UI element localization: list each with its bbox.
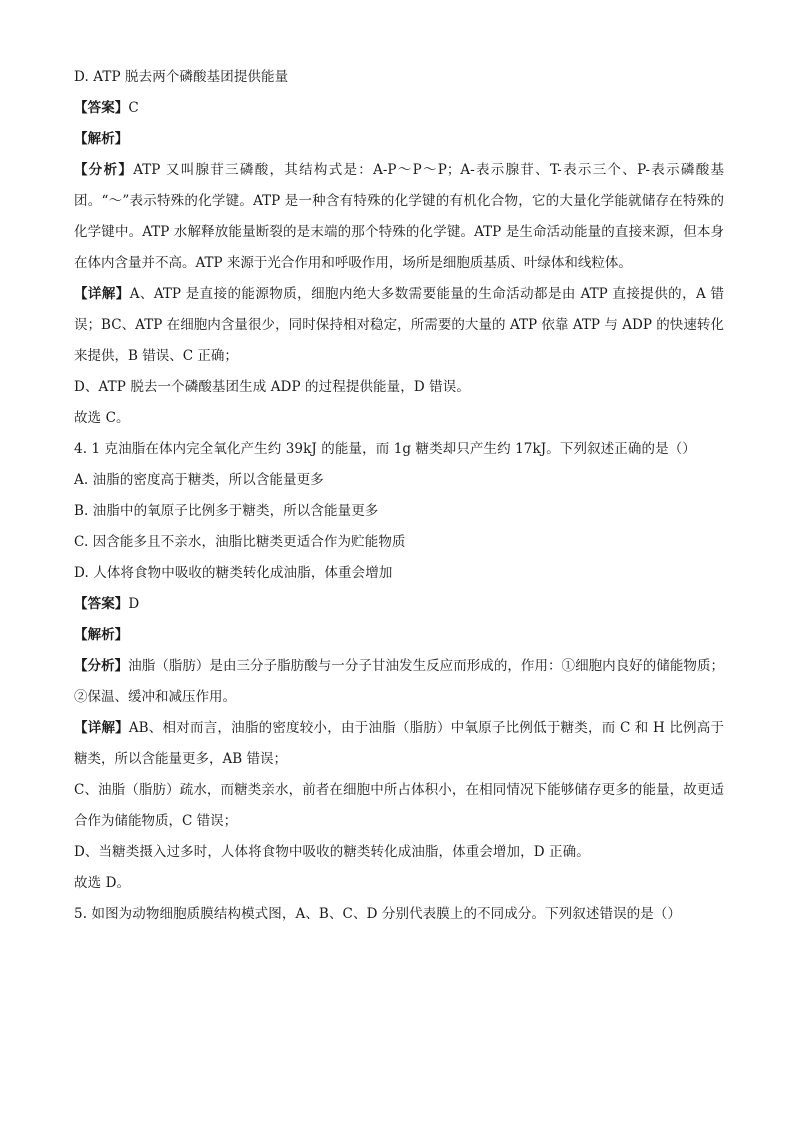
document-page bbox=[74, 62, 724, 930]
analysis-heading bbox=[74, 620, 724, 651]
detail-paragraph-continued: C、油脂（脂肪）疏水，而糖类亲水，前者在细胞中所占体积小，在相同情况下能够储存更多的能量，故更适合作为储能物质，C 错误； bbox=[74, 782, 724, 829]
conclusion-line: 故选 D。 bbox=[74, 875, 131, 891]
analysis-paragraph bbox=[74, 155, 724, 279]
question-stem: 4. 1 克油脂在体内完全氧化产生约 39kJ 的能量，而 1g 糖类却只产生约 17kJ。下列叙述正确的是（） bbox=[74, 441, 696, 457]
analysis-text: ATP 又叫腺苷三磷酸，其结构式是：A-P～P～P；A-表示腺苷、T-表示三个、P-表示磷酸基团。“～”表示特殊的化学键。ATP 是一种含有特殊的化学键的有机化合物，它的大量化学能就储存在特殊的化学键中。ATP 水解释放能量断裂的是末端的那个特殊的化学键。ATP 是生命活动能量的直接来源，但本身在体内含量并不高。ATP 来源于光合作用和呼吸作用，场所是细胞质基质、叶绿体和线粒体。 bbox=[74, 162, 724, 271]
detail-text: AB、相对而言，油脂的密度较小，由于油脂（脂肪）中氧原子比例低于糖类，而 C 和 H 比例高于糖类，所以含能量更多，AB 错误； bbox=[74, 720, 725, 767]
detail-paragraph bbox=[74, 279, 724, 372]
answer-line bbox=[74, 589, 724, 620]
detail-line: D、ATP 脱去一个磷酸基团生成 ADP 的过程提供能量，D 错误。 bbox=[74, 379, 470, 395]
analysis-heading bbox=[74, 124, 724, 155]
detail-line: D、当糖类摄入过多时，人体将食物中吸收的糖类转化成油脂，体重会增加，D 正确。 bbox=[74, 844, 590, 860]
detail-paragraph bbox=[74, 713, 724, 775]
answer-line bbox=[74, 93, 724, 124]
answer-label: 【答案】 bbox=[74, 100, 129, 116]
analysis-label: 【解析】 bbox=[74, 627, 129, 643]
detail-text: A、ATP 是直接的能源物质，细胞内绝大多数需要能量的生命活动都是由 ATP 直接提供的，A 错误；BC、ATP 在细胞内含量很少，同时保持相对稳定，所需要的大量的 ATP 依靠 ATP 与 ADP 的快速转化来提供，B 错误、C 正确； bbox=[74, 286, 724, 364]
option-a: A. 油脂的密度高于糖类，所以含能量更多 bbox=[74, 472, 324, 488]
option-b: B. 油脂中的氧原子比例多于糖类，所以含能量更多 bbox=[74, 503, 379, 519]
detail-label: 【详解】 bbox=[74, 720, 129, 736]
question-stem: 5. 如图为动物细胞质膜结构模式图，A、B、C、D 分别代表膜上的不同成分。下列叙述错误的是（） bbox=[74, 906, 682, 922]
conclusion-line: 故选 C。 bbox=[74, 410, 130, 426]
answer-label: 【答案】 bbox=[74, 596, 129, 612]
analysis-label: 【解析】 bbox=[74, 131, 129, 147]
answer-value: D bbox=[128, 596, 140, 612]
option-text: D. ATP 脱去两个磷酸基团提供能量 bbox=[74, 69, 289, 85]
analysis-paragraph bbox=[74, 651, 724, 713]
option-d: D. 人体将食物中吸收的糖类转化成油脂，体重会增加 bbox=[74, 565, 393, 581]
option-c: C. 因含能多且不亲水，油脂比糖类更适合作为贮能物质 bbox=[74, 534, 406, 550]
detail-label: 【详解】 bbox=[74, 286, 130, 302]
answer-value: C bbox=[128, 100, 139, 116]
analysis-sub-label: 【分析】 bbox=[74, 658, 129, 674]
analysis-sub-label: 【分析】 bbox=[74, 162, 134, 178]
analysis-text: 油脂（脂肪）是由三分子脂肪酸与一分子甘油发生反应而形成的，作用：①细胞内良好的储能物质；②保温、缓冲和减压作用。 bbox=[74, 658, 725, 705]
